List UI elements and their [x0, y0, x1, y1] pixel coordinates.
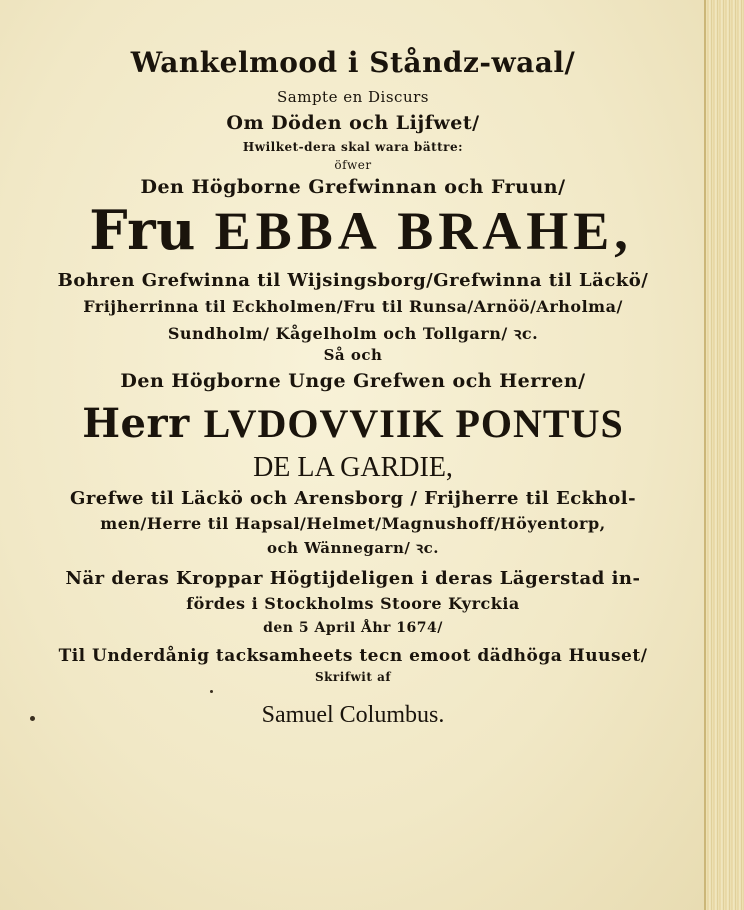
count-titles-line-3: och Wännegarn/ ꝛc. — [266, 539, 440, 557]
ebba-titles-line-1: Bohren Grefwinna til Wijsingsborg/Grefwinna til Läckö/ — [57, 270, 649, 291]
question-line: Hwilket-dera skal wara bättre: — [242, 140, 464, 154]
ink-spot — [30, 716, 35, 721]
ebba-brahe-name: EBBA BRAHE, — [214, 201, 633, 261]
ebba-titles-line-2: Frijherrinna til Eckholmen/Fru til Runsa/Arnöö/Arholma/ — [83, 297, 623, 316]
also-line: Så och — [323, 346, 383, 364]
discourse-line: Om Döden och Lijfwet/ — [226, 112, 480, 134]
burial-line-1: När deras Kroppar Högtijdeligen i deras Lägerstad in- — [65, 568, 641, 589]
over-line: öfwer — [334, 158, 372, 172]
countess-intro-line: Den Högborne Grefwinnan och Fruun/ — [140, 176, 566, 198]
fru-prefix: Fru — [89, 198, 196, 262]
count-titles-line-1: Grefwe til Läckö och Arensborg / Frijherre til Eckhol- — [69, 488, 637, 509]
date-line: den 5 April Åhr 1674/ — [263, 620, 443, 636]
ebba-titles-line-3: Sundholm/ Kågelholm och Tollgarn/ ꝛc. — [167, 324, 539, 343]
author-name: Samuel Columbus. — [261, 702, 445, 728]
written-by-line: Skrifwit af — [314, 670, 392, 684]
burial-line-2: fördes i Stockholms Stoore Kyrckia — [186, 594, 520, 613]
count-titles-line-2: men/Herre til Hapsal/Helmet/Magnushoff/Höyentorp, — [100, 514, 606, 533]
ink-spot-small — [210, 690, 213, 693]
ludovik-pontus-name: LVDOVVIIK PONTUS — [203, 401, 624, 446]
dedication-line: Til Underdånig tacksamheets tecn emoot dädhöga Huuset/ — [58, 646, 648, 666]
de-la-gardie-line: DE LA GARDIE, — [253, 452, 453, 483]
title-line-1: Wankelmood i Ståndz-waal/ — [130, 46, 576, 79]
ludovik-heading — [20, 400, 686, 447]
subtitle-line: Sampte en Discurs — [277, 88, 429, 106]
ebba-brahe-heading — [28, 198, 694, 262]
book-page-edges — [704, 0, 744, 910]
count-intro-line: Den Högborne Unge Grefwen och Herren/ — [120, 370, 586, 392]
herr-prefix: Herr — [82, 400, 190, 447]
